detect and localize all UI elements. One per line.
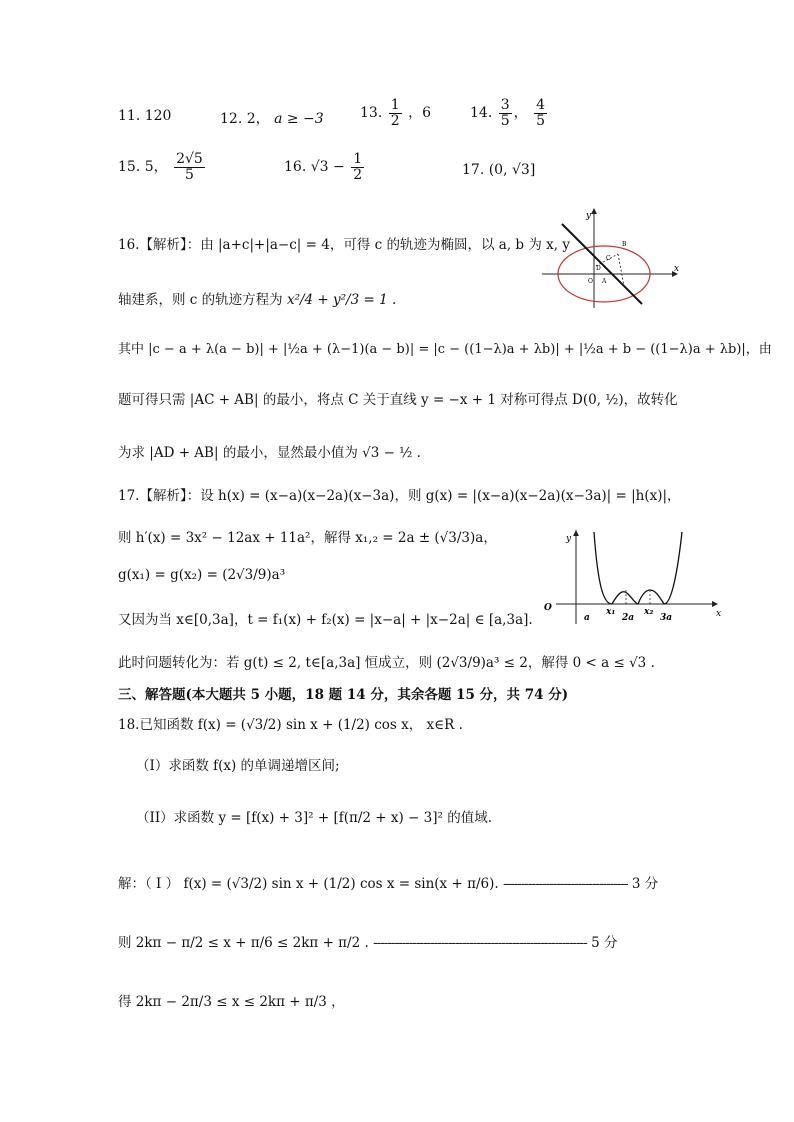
function-graph: [532, 528, 722, 628]
p18-solution-2-dashes: ------------------------------------------------------------: [373, 935, 587, 951]
fig2-tick-3a: 3a: [660, 613, 673, 623]
answer-17-interval: (0, √3]: [488, 162, 536, 178]
fig1-point-a: A: [602, 278, 607, 285]
answer-16-label: 16.: [284, 159, 307, 176]
fig2-y-label: y: [566, 534, 572, 544]
fig1-x-label: x: [674, 264, 680, 274]
p18-solution-line-3: 得 2kπ − 2π/3 ≤ x ≤ 2kπ + π/3 ，: [118, 994, 345, 1010]
p16-ellipse-equation: x²/4 + y²/3 = 1 .: [286, 292, 397, 308]
fig2-origin: O: [544, 603, 552, 613]
p17-line-3: g(x₁) = g(x₂) = (2√3/9)a³: [118, 567, 286, 583]
answer-16-expr: √3 −: [310, 159, 345, 176]
answer-16-fraction: $\frac{1}{2}$: [353, 151, 363, 183]
answer-13-tail: ，6: [408, 105, 432, 122]
fig1-point-b: B: [622, 241, 627, 248]
p16-line-3: 其中 |c − a + λ(a − b)| + |½a + (λ−1)(a − b)| = |c − ((1−λ)a + λb)| + |½a + b − ((1−λ)a + λb)|，由: [118, 342, 772, 357]
fig2-tick-x2: x₂: [644, 607, 654, 617]
answer-15: [118, 152, 207, 182]
p17-line-5: 此时问题转化为：若 g(t) ≤ 2, t∈[a,3a] 恒成立，则 (2√3/9)a³ ≤ 2，解得 0 < a ≤ √3 .: [118, 655, 655, 671]
answer-14: 14. $\frac{3}{5}$ ， $\frac{4}{5}$: [470, 97, 546, 129]
section-3-heading: 三、解答题(本大题共 5 小题，18 题 14 分，其余各题 15 分，共 74 分): [118, 687, 569, 703]
answer-13-fraction: $\frac{1}{2}$: [390, 97, 400, 129]
answer-15-label: 15. 5，: [118, 159, 168, 176]
p18-question-1: （I）求函数 f(x) 的单调递增区间;: [136, 758, 340, 774]
answer-12: [220, 108, 324, 128]
answer-12-label: 12. 2，: [220, 111, 270, 127]
fig2-tick-a: a: [584, 613, 590, 623]
p18-solution-1-text: 解：（ I ） f(x) = (√3/2) sin x + (1/2) cos x = sin(x + π/6).: [118, 876, 499, 892]
p18-solution-2-score: 5 分: [591, 935, 618, 951]
p18-solution-1-dashes: -----------------------------------: [502, 876, 628, 892]
p18-stem: 18.已知函数 f(x) = (√3/2) sin x + (1/2) cos x， x∈R .: [118, 717, 463, 733]
fig1-line: [562, 224, 642, 304]
fig2-x-label: x: [716, 609, 722, 619]
fig1-point-c: C: [606, 255, 611, 262]
p17-line-4: 又因为当 x∈[0,3a]，t = f₁(x) + f₂(x) = |x−a| + |x−2a| ∈ [a,3a].: [118, 612, 533, 628]
answer-13: [360, 98, 431, 128]
fig1-point-d: D: [596, 265, 601, 272]
p18-question-2: （II）求函数 y = [f(x) + 3]² + [f(π/2 + x) − 3]² 的值域.: [136, 810, 493, 826]
fig1-point-o: O: [588, 278, 593, 285]
fig1-y-label: y: [586, 211, 592, 221]
answer-17: [462, 162, 535, 178]
p17-line-2: 则 h′(x) = 3x² − 12ax + 11a²，解得 x₁,₂ = 2a ± (√3/3)a，: [118, 530, 497, 546]
p18-solution-line-2: [118, 931, 617, 951]
answer-17-label: 17.: [462, 162, 485, 178]
answer-11: 11. 120: [118, 108, 172, 124]
answer-13-label: 13.: [360, 105, 383, 122]
answer-14-fraction-2: $\frac{4}{5}$: [536, 97, 546, 129]
answer-14-fraction-1: $\frac{3}{5}$: [500, 97, 510, 129]
p16-line-1: 16.【解析】：由 |a+c|+|a−c| = 4，可得 c 的轨迹为椭圆，以 a, b 为 x, y: [118, 237, 570, 253]
fig2-curve: [594, 532, 682, 604]
answer-14-label: 14.: [470, 105, 493, 122]
answer-12-value: a ≥ −3: [274, 111, 324, 127]
p16-line-2: [118, 288, 396, 308]
p18-solution-2-text: 则 2kπ − π/2 ≤ x + π/6 ≤ 2kπ + π/2 .: [118, 935, 369, 951]
p16-line-2a: 轴建系，则 c 的轨迹方程为: [118, 292, 283, 308]
fig2-tick-2a: 2a: [622, 613, 635, 623]
p16-line-5: 为求 |AD + AB| 的最小，显然最小值为 √3 − ½ .: [118, 445, 421, 461]
p18-solution-line-1: [118, 872, 658, 892]
p16-line-4: 题可得只需 |AC + AB| 的最小，将点 C 关于直线 y = −x + 1 对称可得点 D(0, ½)，故转化: [118, 392, 678, 408]
p18-solution-1-score: 3 分: [631, 876, 659, 892]
fig2-tick-x1: x₁: [606, 607, 616, 617]
p17-line-1: 17.【解析】：设 h(x) = (x−a)(x−2a)(x−3a)，则 g(x) = |(x−a)(x−2a)(x−3a)| = |h(x)|，: [118, 488, 681, 504]
answer-16: [284, 152, 366, 182]
ellipse-figure: [538, 208, 688, 310]
answer-15-fraction: $\frac{2√5}{5}$: [176, 151, 203, 183]
